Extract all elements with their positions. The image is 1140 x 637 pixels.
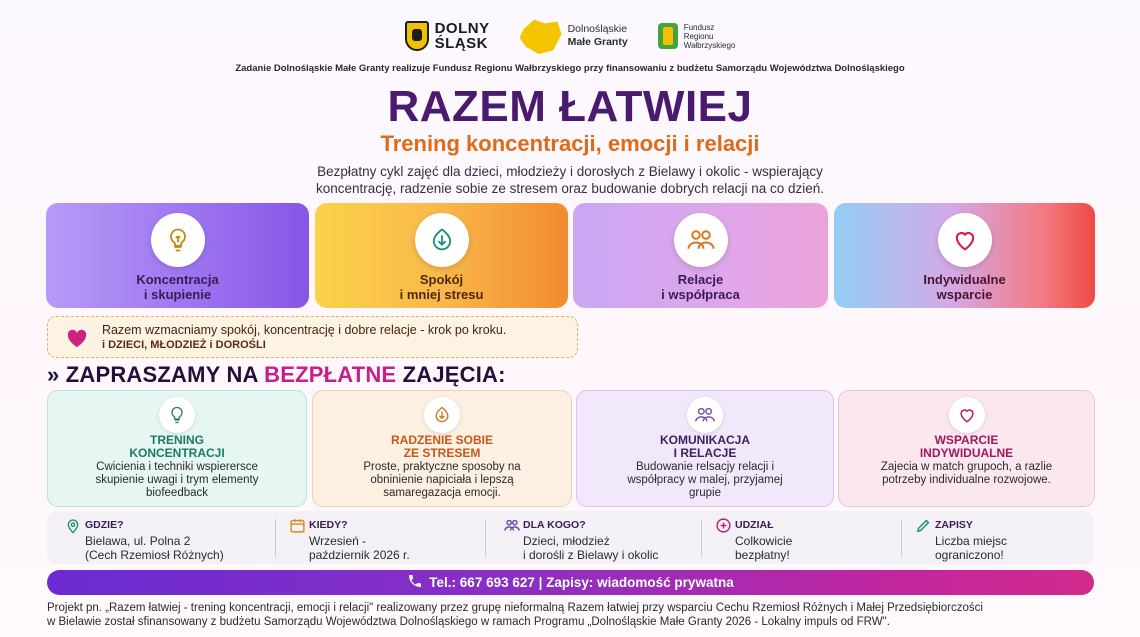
heart-icon [949, 397, 985, 433]
page-subtitle: Trening koncentracji, emocji i relacji [380, 131, 760, 156]
frw-mark-icon [658, 23, 678, 49]
class-description: grupie [689, 487, 721, 499]
info-text: Wrzesień - [309, 534, 367, 548]
description-line: koncentrację, radzenie sobie ze stresem oraz budowanie dobrych relacji na co dzień. [315, 181, 825, 196]
lightbulb-icon [159, 397, 195, 433]
pillar-relations [573, 203, 828, 308]
divider [485, 519, 486, 557]
class-description: Cwicienia i techniki wspierersce [96, 461, 258, 473]
fundusz-logo [658, 23, 736, 50]
motto-audience: i DZIECI, MŁODZIEŻ i DOROŚLI [102, 339, 266, 351]
info-participation [715, 515, 895, 561]
calendar-icon [289, 517, 306, 539]
pillar-calm [315, 203, 568, 308]
class-description: współpracy w malej, przyjamej [627, 474, 783, 486]
pillar-label: Koncentracja [136, 272, 219, 287]
pillar-label: Spokój [419, 272, 464, 287]
logo-text: ŚLĄSK [434, 35, 488, 52]
invite-prefix: » ZAPRASZAMY NA [47, 362, 265, 387]
people-icon [674, 213, 728, 267]
info-text: Bielawa, ul. Polna 2 [85, 534, 191, 548]
info-text: i dorośli z Bielawy i okolic [523, 548, 659, 562]
info-text: październik 2026 r. [309, 548, 410, 562]
pillar-label: Relacje [677, 272, 724, 287]
class-card-support [838, 390, 1095, 507]
class-card-stress [312, 390, 572, 507]
invite-suffix: ZAJĘCIA: [396, 362, 506, 387]
class-title: WSPARCIE [934, 433, 999, 447]
description [0, 163, 1140, 197]
class-title: ZE STRESEM [403, 446, 481, 460]
class-card-communication [576, 390, 834, 507]
pencil-icon [915, 517, 932, 539]
pillar-label: Indywidualne [923, 272, 1006, 287]
region-map-icon [520, 18, 562, 54]
info-heading: ZAPISY [935, 519, 973, 531]
people-icon [503, 517, 521, 539]
footer-line: w Bielawie został sfinansowany z budżetu Samorządu Województwa Dolnośląskiego w ramach Programu „Dolnośląskie Małe Granty 2026 - Lokalny impuls od FRW". [47, 616, 890, 628]
invite-heading [47, 362, 506, 388]
pillar-label: i mniej stresu [399, 287, 484, 302]
shield-icon [405, 21, 429, 51]
logo-text: Małe Granty [567, 36, 628, 48]
info-for-whom [503, 515, 703, 561]
logo-text: Fundusz [683, 22, 715, 32]
motto-text: Razem wzmacniamy spokój, koncentrację i dobre relacje - krok po kroku. [102, 323, 507, 337]
class-description: Budowanie relsacjy relacji i [635, 461, 775, 473]
info-heading: KIEDY? [309, 519, 348, 531]
divider [901, 519, 902, 557]
contact-text: Tel.: 667 693 627 | Zapisy: wiadomość prywatna [429, 575, 734, 590]
logo-text: Regionu [683, 31, 714, 41]
invite-highlight: BEZPŁATNE [264, 362, 397, 387]
info-signup [915, 515, 1085, 561]
pillar-label: i współpraca [661, 287, 740, 302]
logo-text: Wałbrzyskiego [683, 40, 736, 50]
pillar-support [834, 203, 1095, 308]
logo-text: Dolnośląskie [567, 23, 628, 35]
info-heading: DLA KOGO? [523, 519, 586, 531]
class-title: KONCENTRACJI [129, 446, 225, 460]
description-line: Bezpłatny cykl zajęć dla dzieci, młodzieży i dorosłych z Bielawy i okolic - wspierający [317, 164, 823, 179]
class-description: samaregazacja emocji. [383, 487, 501, 499]
class-title: TRENING [150, 433, 204, 447]
class-description: Proste, praktyczne sposoby na [363, 461, 521, 473]
info-text: (Cech Rzemiosł Różnych) [85, 548, 224, 562]
pillar-label: wsparcie [936, 287, 993, 302]
funding-note: Zadanie Dolnośląskie Małe Granty realizuje Fundusz Regionu Wałbrzyskiego przy finansowaniu z budżetu Samorządu Województwa Dolnośląskiego [235, 63, 905, 74]
divider [701, 519, 702, 557]
divider [275, 519, 276, 557]
class-title: INDYWIDUALNE [919, 446, 1014, 460]
info-bar [47, 511, 1094, 564]
pillar-concentration [46, 203, 309, 308]
info-text: Liczba miejsc [935, 534, 1008, 548]
phone-icon [407, 573, 423, 592]
lightbulb-icon [151, 213, 205, 267]
class-description: biofeedback [145, 487, 209, 499]
info-text: Dzieci, młodzież [523, 534, 610, 548]
location-pin-icon [65, 517, 81, 540]
pillar-label: i skupienie [143, 287, 212, 302]
class-description: Zajecia w match grupoch, a razlie [880, 461, 1053, 473]
class-description: obninienie napiciała i lepszą [370, 474, 514, 486]
info-text: bezpłatny! [735, 548, 790, 562]
plus-circle-icon [715, 517, 732, 539]
leaf-down-icon [424, 397, 460, 433]
leaf-down-icon [415, 213, 469, 267]
heart-icon [66, 328, 88, 353]
logo-row [0, 14, 1140, 58]
heart-icon [938, 213, 992, 267]
page-title: RAZEM ŁATWIEJ [387, 82, 753, 131]
people-icon [687, 397, 723, 433]
info-when [289, 515, 479, 561]
contact-bar[interactable] [47, 570, 1094, 595]
footer-note [47, 601, 1107, 629]
class-title: KOMUNIKACJA [660, 433, 750, 447]
class-card-concentration [47, 390, 307, 507]
class-description: potrzeby individualne rozwojowe. [882, 474, 1051, 486]
male-granty-logo [520, 18, 628, 54]
info-where [65, 515, 270, 561]
info-heading: UDZIAŁ [735, 519, 774, 531]
info-text: Colkowicie [735, 534, 793, 548]
info-text: ograniczono! [935, 548, 1004, 562]
class-title: RADZENIE SOBIE [390, 433, 493, 447]
info-heading: GDZIE? [85, 519, 124, 531]
class-title: I RELACJE [673, 446, 737, 460]
logo-text: DOLNY [434, 20, 490, 37]
motto-box [47, 316, 578, 358]
footer-line: Projekt pn. „Razem łatwiej - trening koncentracji, emocji i relacji" realizowany przez grupę nieformalną Razem łatwiej przy wsparciu Cechu Rzemiosł Różnych i Małej Przedsiębiorczości [47, 602, 983, 614]
dolny-slask-logo [405, 21, 490, 51]
class-description: skupienie uwagi i trym elementy [95, 474, 259, 486]
